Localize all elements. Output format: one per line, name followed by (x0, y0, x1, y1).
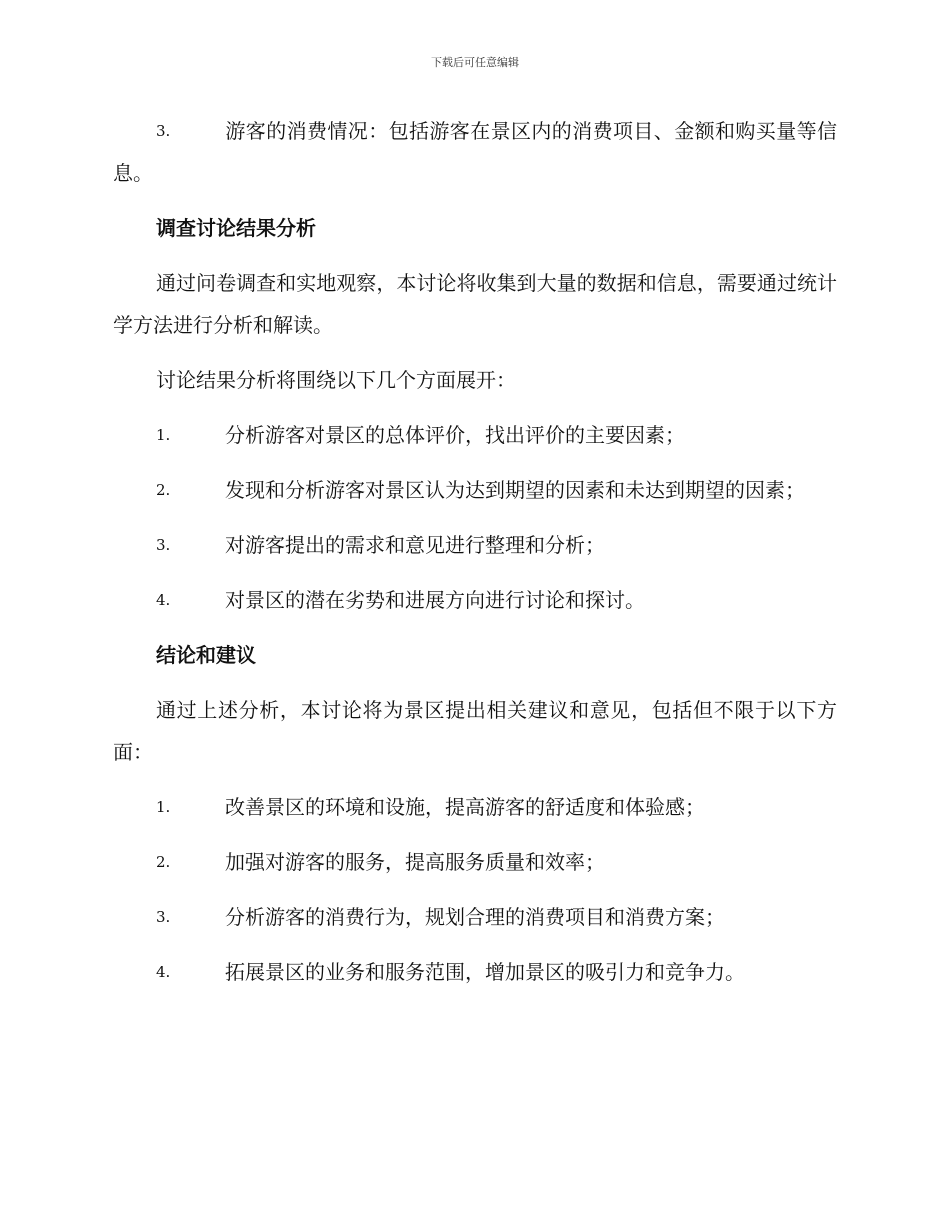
list-text: 发现和分析游客对景区认为达到期望的因素和未达到期望的因素； (225, 478, 805, 502)
list-text: 分析游客的消费行为，规划合理的消费项目和消费方案； (225, 905, 725, 929)
list-item (113, 524, 837, 566)
list-number: 3. (156, 122, 171, 140)
section-heading-conclusion: 结论和建议 (156, 643, 256, 667)
section-heading-analysis: 调查讨论结果分析 (156, 216, 316, 240)
list-number: 2. (156, 481, 171, 499)
list-number: 3. (156, 908, 171, 926)
list-number: 1. (156, 798, 171, 816)
list-number: 4. (156, 591, 171, 609)
list-item (113, 414, 837, 456)
list-text: 对景区的潜在劣势和进展方向进行讨论和探讨。 (225, 588, 645, 612)
list-item (113, 579, 837, 621)
list-text: 改善景区的环境和设施，提高游客的舒适度和体验感； (225, 795, 705, 819)
list-item (113, 841, 837, 883)
list-item (113, 786, 837, 828)
list-number: 3. (156, 536, 171, 554)
document-body (113, 110, 837, 1006)
list-text: 游客的消费情况：包括游客在景区内的消费项目、金额和购买量等信息。 (113, 119, 837, 185)
list-number: 1. (156, 426, 171, 444)
list-text: 对游客提出的需求和意见进行整理和分析； (225, 533, 605, 557)
paragraph: 通过问卷调查和实地观察，本讨论将收集到大量的数据和信息，需要通过统计学方法进行分析和解读。 (113, 271, 837, 337)
list-item (113, 951, 837, 993)
list-item (113, 896, 837, 938)
list-number: 4. (156, 963, 171, 981)
list-text: 拓展景区的业务和服务范围，增加景区的吸引力和竞争力。 (225, 960, 745, 984)
list-text: 加强对游客的服务，提高服务质量和效率； (225, 850, 605, 874)
paragraph: 通过上述分析，本讨论将为景区提出相关建议和意见，包括但不限于以下方面： (113, 698, 837, 764)
list-text: 分析游客对景区的总体评价，找出评价的主要因素； (225, 423, 685, 447)
paragraph: 讨论结果分析将围绕以下几个方面展开： (156, 368, 516, 392)
list-item (113, 110, 837, 194)
page-header: 下载后可任意编辑 (431, 56, 519, 69)
list-item (113, 469, 837, 511)
list-number: 2. (156, 853, 171, 871)
